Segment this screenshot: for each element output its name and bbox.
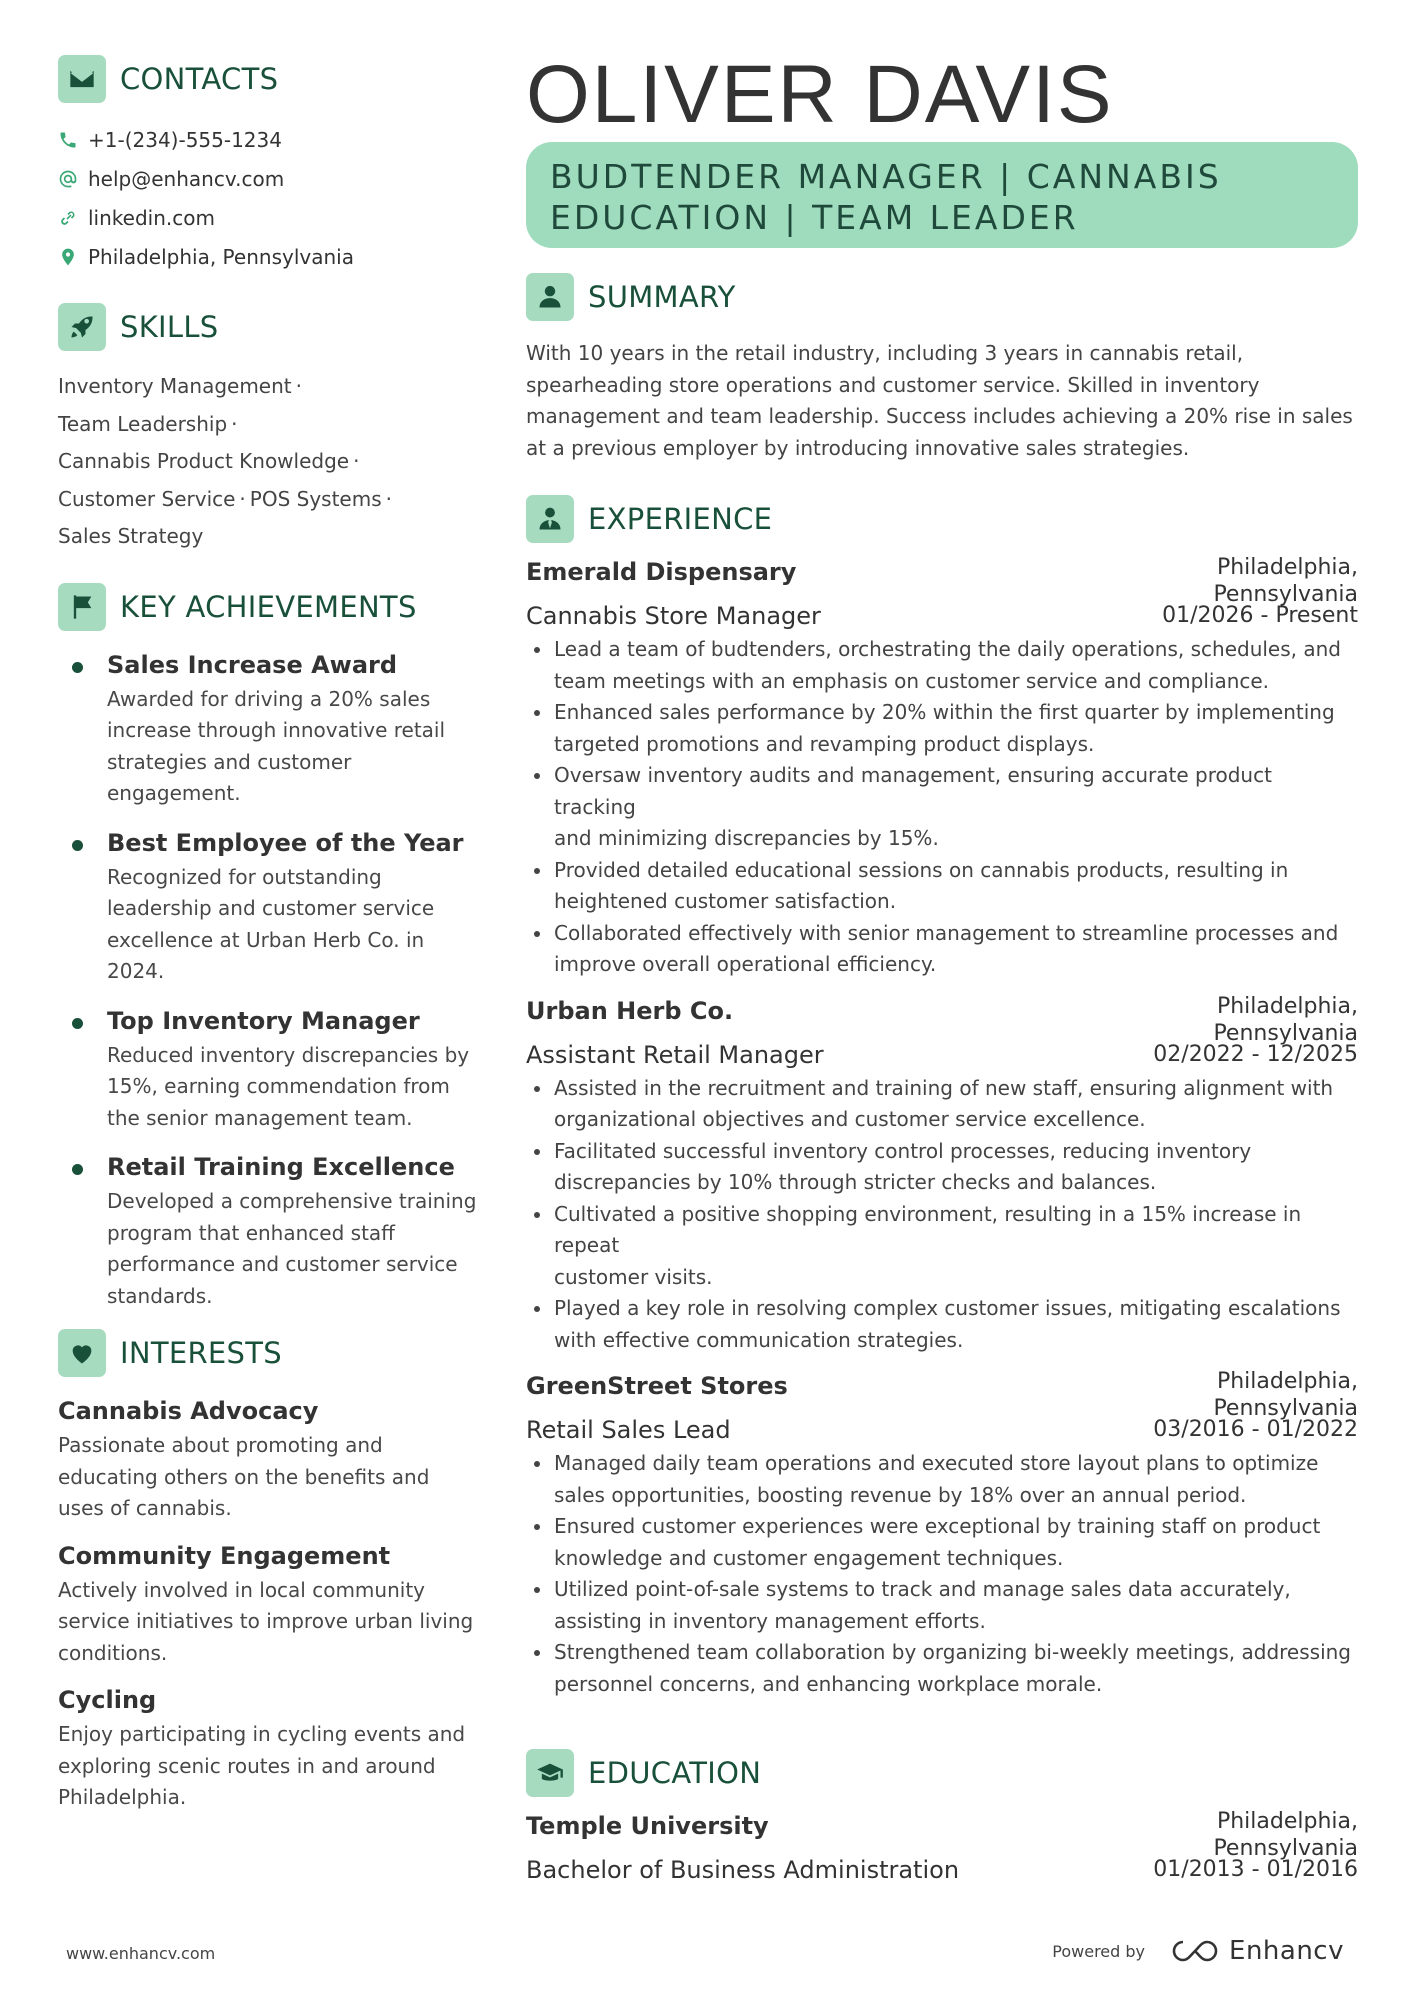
bullet-item: Facilitated successful inventory control processes, reducing inventory discrepancies by 10% through stricter checks and balances. (526, 1136, 1358, 1199)
job-bullets (526, 1073, 1358, 1357)
job-entry (526, 993, 1358, 1357)
bullet-dot (72, 1164, 83, 1175)
interest-line: service initiatives to improve urban living (58, 1609, 474, 1633)
interest-title: Cannabis Advocacy (58, 1397, 319, 1425)
rocket-icon (58, 303, 106, 351)
location-line: Philadelphia, (1216, 993, 1358, 1019)
bullet-dot (72, 840, 83, 851)
skill-item: Customer Service (58, 486, 236, 511)
skills-header (58, 302, 478, 352)
achievement-item (58, 1150, 478, 1312)
job-entry (526, 554, 1358, 981)
job-company: GreenStreet Stores (526, 1372, 788, 1400)
job-company: Emerald Dispensary (526, 558, 797, 586)
bullet-item: Oversaw inventory audits and management, ensuring accurate product tracking and minimizing discrepancies by 15%. (526, 760, 1358, 855)
achievement-line: Reduced inventory discrepancies by (107, 1042, 470, 1067)
headline-line: EDUCATION | TEAM LEADER (550, 198, 1079, 237)
interest-item (58, 1394, 478, 1525)
contact-location-text: Philadelphia, Pennsylvania (88, 244, 354, 269)
skill-line: Inventory Management · (58, 374, 302, 398)
achievement-line: engagement. (107, 781, 241, 805)
interest-line: conditions. (58, 1640, 168, 1665)
summary-line: at a previous employer by introducing innovative sales strategies. (526, 435, 1190, 460)
powered-by-label: Powered by (1052, 1941, 1146, 1961)
skill-item: POS Systems (249, 486, 382, 511)
enhancv-logo-icon (1171, 1938, 1219, 1964)
interests-title: INTERESTS (120, 1336, 282, 1370)
achievement-line: Recognized for outstanding (107, 864, 382, 889)
skill-item: Team Leadership (58, 411, 228, 436)
education-header (526, 1748, 1358, 1798)
achievement-line: Awarded for driving a 20% sales (107, 686, 431, 711)
achievements-header (58, 582, 478, 632)
job-role: Retail Sales Lead (526, 1416, 731, 1444)
summary-line: spearheading store operations and customer service. Skilled in inventory (526, 372, 1260, 397)
location-line: Philadelphia, (1216, 1369, 1358, 1394)
contact-email-text: help@enhancv.com (88, 166, 285, 191)
headline-line: BUDTENDER MANAGER | CANNABIS (550, 157, 1222, 196)
contact-phone[interactable] (58, 120, 478, 159)
at-icon (58, 169, 78, 189)
bullet-item: Provided detailed educational sessions on cannabis products, resulting in heightened customer satisfaction. (526, 855, 1358, 918)
summary-text (526, 338, 1358, 464)
footer-website[interactable]: www.enhancv.com (66, 1944, 216, 1963)
headline-banner (526, 142, 1358, 248)
interests-list (58, 1394, 478, 1814)
interest-line: Actively involved in local community (58, 1577, 426, 1602)
user-tie-icon (526, 495, 574, 543)
job-dates: 02/2022 - 12/2025 (1153, 1041, 1358, 1067)
job-role: Cannabis Store Manager (526, 602, 821, 630)
interest-title: Community Engagement (58, 1541, 391, 1570)
envelope-icon (58, 55, 106, 103)
skills-title: SKILLS (120, 310, 219, 344)
contact-linkedin-text: linkedin.com (88, 205, 215, 230)
contact-email[interactable] (58, 159, 478, 198)
job-bullets (526, 634, 1358, 981)
summary-line: With 10 years in the retail industry, including 3 years in cannabis retail, (526, 341, 1244, 365)
achievement-line: program that enhanced staff (107, 1220, 395, 1245)
flag-icon (58, 583, 106, 631)
contact-phone-text: +1-(234)-555-1234 (88, 127, 282, 152)
skill-line (58, 518, 478, 556)
achievement-line: excellence at Urban Herb Co. in (107, 927, 425, 952)
bullet-item: Managed daily team operations and executed store layout plans to optimize sales opportunities, boosting revenue by 18% over an annual period. (526, 1448, 1358, 1511)
interest-description (58, 1575, 478, 1670)
contact-linkedin[interactable] (58, 198, 478, 237)
achievement-line: strategies and customer (107, 749, 352, 774)
achievement-description (107, 1186, 478, 1312)
contacts-title: CONTACTS (120, 62, 279, 96)
skill-item: Sales Strategy (58, 524, 204, 548)
contact-location (58, 237, 478, 276)
interest-item (58, 1539, 478, 1670)
achievements-list (58, 648, 478, 1313)
summary-header (526, 272, 1358, 322)
interests-header (58, 1328, 478, 1378)
summary-section (526, 272, 1358, 464)
right-column (526, 49, 1358, 1884)
achievement-title: Retail Training Excellence (107, 1153, 455, 1181)
education-title: EDUCATION (588, 1756, 762, 1790)
skill-line: Customer Service · POS Systems · (58, 486, 392, 511)
interest-title: Cycling (58, 1686, 157, 1714)
phone-icon (58, 130, 78, 150)
job-company: Urban Herb Co. (526, 996, 734, 1025)
skill-line: Team Leadership · (58, 411, 238, 436)
experience-title: EXPERIENCE (588, 502, 773, 536)
job-bullets (526, 1448, 1358, 1700)
achievement-line: leadership and customer service (107, 896, 435, 920)
interest-line: educating others on the benefits and (58, 1464, 430, 1489)
achievement-description (107, 684, 478, 810)
link-icon (58, 208, 78, 228)
location-line: Pennsylvania (1213, 1836, 1358, 1861)
job-entry (526, 1368, 1358, 1700)
candidate-name: OLIVER DAVIS (526, 49, 1114, 140)
job-role: Assistant Retail Manager (526, 1040, 824, 1069)
interest-line: exploring scenic routes in and around (58, 1753, 436, 1778)
achievement-line: the senior management team. (107, 1105, 413, 1130)
bullet-dot (72, 1018, 83, 1029)
skill-line: Cannabis Product Knowledge · (58, 449, 360, 473)
education-dates: 01/2013 - 01/2016 (1153, 1857, 1358, 1882)
bullet-item: Assisted in the recruitment and training of new staff, ensuring alignment with organizational objectives and customer service excellence. (526, 1073, 1358, 1136)
achievement-line: 2024. (107, 959, 165, 983)
interest-item (58, 1683, 478, 1814)
left-column (58, 54, 478, 1828)
achievement-line: standards. (107, 1283, 213, 1308)
achievement-description (107, 1040, 478, 1135)
education-degree: Bachelor of Business Administration (526, 1856, 960, 1884)
achievement-description (107, 862, 478, 988)
education-school: Temple University (526, 1812, 769, 1840)
achievement-item (58, 1004, 478, 1135)
footer-branding (1052, 1936, 1344, 1966)
bullet-item: Utilized point-of-sale systems to track and manage sales data accurately, assisting in inventory management efforts. (526, 1574, 1358, 1637)
experience-header (526, 494, 1358, 544)
bullet-item: Ensured customer experiences were exceptional by training staff on product knowledge and customer engagement techniques. (526, 1511, 1358, 1574)
interest-line: uses of cannabis. (58, 1496, 232, 1520)
contacts-header (58, 54, 478, 104)
location-line: Pennsylvania (1213, 1020, 1358, 1046)
summary-line: management and team leadership. Success includes achieving a 20% rise in sales (526, 404, 1353, 428)
map-pin-icon (58, 247, 78, 267)
interest-line: Philadelphia. (58, 1785, 187, 1809)
achievement-item (58, 648, 478, 810)
bullet-dot (72, 662, 83, 673)
enhancv-logo-text: Enhancv (1229, 1936, 1344, 1966)
achievement-line: performance and customer service (107, 1252, 458, 1276)
skill-item: Inventory Management (58, 374, 292, 398)
achievements-title: KEY ACHIEVEMENTS (120, 589, 417, 624)
location-line: Pennsylvania (1213, 582, 1358, 607)
achievement-title: Best Employee of the Year (107, 828, 464, 857)
skill-item: Cannabis Product Knowledge (58, 449, 350, 473)
achievement-line: Developed a comprehensive training (107, 1189, 477, 1213)
education-section (526, 1748, 1358, 1886)
job-dates: 03/2016 - 01/2022 (1153, 1417, 1358, 1442)
bullet-item: Collaborated effectively with senior management to streamline processes and improve overall operational efficiency. (526, 918, 1358, 981)
achievement-item (58, 826, 478, 988)
interest-line: Enjoy participating in cycling events and (58, 1722, 466, 1746)
bullet-item: Strengthened team collaboration by organizing bi-weekly meetings, addressing personnel concerns, and enhancing workplace morale. (526, 1637, 1358, 1700)
summary-title: SUMMARY (588, 280, 736, 314)
bullet-item: Cultivated a positive shopping environment, resulting in a 15% increase in repeat customer visits. (526, 1199, 1358, 1294)
bullet-item: Lead a team of budtenders, orchestrating the daily operations, schedules, and team meetings with an emphasis on customer service and compliance. (526, 634, 1358, 697)
bullet-item: Played a key role in resolving complex customer issues, mitigating escalations with effective communication strategies. (526, 1293, 1358, 1356)
user-icon (526, 273, 574, 321)
achievement-line: 15%, earning commendation from (107, 1074, 450, 1098)
job-dates: 01/2026 - Present (1162, 603, 1358, 628)
location-line: Pennsylvania (1213, 1396, 1358, 1421)
location-line: Philadelphia, (1216, 1809, 1358, 1834)
achievement-line: increase through innovative retail (107, 718, 446, 742)
skills-list (58, 368, 478, 556)
bullet-item: Enhanced sales performance by 20% within the first quarter by implementing targeted promotions and revamping product displays. (526, 697, 1358, 760)
interest-line: Passionate about promoting and (58, 1433, 383, 1457)
location-line: Philadelphia, (1216, 555, 1358, 580)
achievement-title: Top Inventory Manager (107, 1006, 420, 1035)
heart-icon (58, 1329, 106, 1377)
graduation-cap-icon (526, 1749, 574, 1797)
interest-description (58, 1719, 478, 1814)
experience-section (526, 494, 1358, 1712)
achievement-title: Sales Increase Award (107, 650, 398, 679)
interest-description (58, 1430, 478, 1525)
